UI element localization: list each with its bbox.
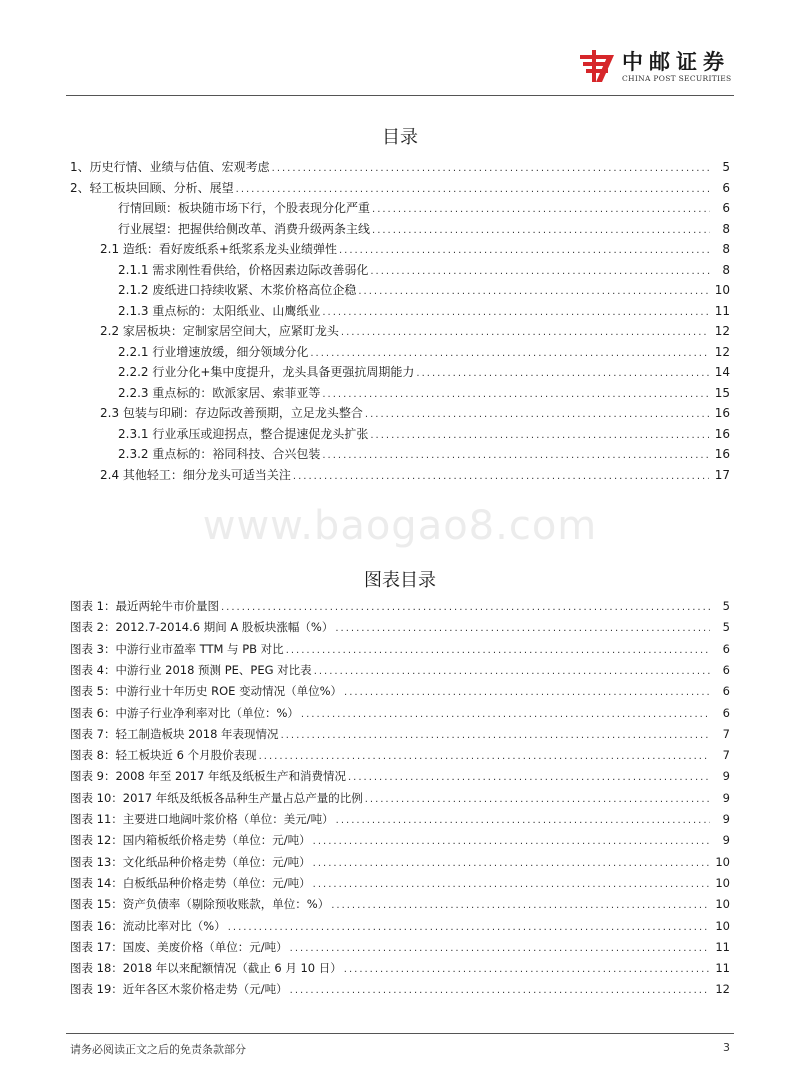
dot-leader [348,772,710,783]
toc-entry-title: 2.4 其他轻工：细分龙头可适当关注 [100,467,291,482]
dot-leader [272,163,710,174]
figure-entry-title: 图表 6：中游子行业净利率对比（单位：%） [70,705,299,720]
toc-entry-page: 12 [714,344,730,359]
toc-entry-page: 14 [714,365,730,379]
dot-leader [339,245,710,256]
figure-entry[interactable] [70,832,730,850]
figure-entry-page: 12 [715,982,730,997]
dot-leader [335,623,710,634]
figure-entry-page: 6 [722,641,730,656]
figure-entry-title: 图表 14：白板纸品种价格走势（单位：元/吨） [70,875,311,890]
dot-leader [310,348,708,359]
header-divider [66,95,734,96]
dot-leader [344,687,710,698]
dot-leader [293,471,709,482]
dot-leader [365,409,709,420]
brand-name-cn: 中邮证券 [622,49,730,74]
toc-entry-title: 2.2.3 重点标的：欧派家居、索菲亚等 [118,385,321,400]
toc-entry-title: 2.3.2 重点标的：裕同科技、合兴包装 [118,447,321,461]
figure-entry[interactable] [70,683,730,701]
figure-entry-page: 7 [722,726,730,741]
dot-leader [228,922,710,933]
toc-entry[interactable] [70,179,730,197]
toc-entry-page: 8 [722,221,730,236]
disclaimer-note: 请务必阅读正文之后的免责条款部分 [70,1043,246,1056]
toc-entry[interactable] [118,363,730,381]
figure-entry-page: 10 [715,897,730,912]
toc-entry-title: 行业展望：把握供给侧改革、消费升级两条主线 [118,221,371,236]
figure-entry-page: 10 [715,918,730,933]
toc-entry[interactable] [118,445,730,463]
figure-entry-title: 图表 12：国内箱板纸价格走势（单位：元/吨） [70,833,311,848]
figure-entry-page: 6 [722,684,730,699]
figure-entry[interactable] [70,811,730,829]
dot-leader [372,204,710,215]
toc-entry[interactable] [118,261,730,279]
figure-entry-title: 图表 2：2012.7-2014.6 期间 A 股板块涨幅（%） [70,620,334,635]
figure-entry-page: 9 [722,769,730,784]
figure-entry[interactable] [70,662,730,680]
toc-entry-page: 16 [714,447,730,461]
toc-entry-page: 16 [714,426,730,441]
figure-entry-title: 图表 11：主要进口地阔叶浆价格（单位：美元/吨） [70,812,334,826]
toc-entry[interactable] [118,281,730,299]
figure-entry-title: 图表 19：近年各区木浆价格走势（元/吨） [70,982,288,997]
dot-leader [341,327,709,338]
figure-entry-page: 9 [722,833,730,848]
dot-leader [370,266,710,277]
dot-leader [290,985,710,996]
toc-entry-page: 11 [714,303,730,318]
figure-entry-page: 6 [722,705,730,720]
dot-leader [286,645,710,656]
figure-entry-title: 图表 7：轻工制造板块 2018 年表现情况 [70,726,279,741]
toc-entry[interactable] [100,466,730,484]
figure-entry-title: 图表 1：最近两轮牛市价量图 [70,599,219,613]
figure-entry[interactable] [70,854,730,872]
toc-entry-title: 2.3 包装与印刷：存边际改善预期，立足龙头整合 [100,406,363,420]
figure-entry[interactable] [70,768,730,786]
toc-entry-title: 2.2.1 行业增速放缓，细分领域分化 [118,344,309,359]
figure-entry[interactable] [70,875,730,893]
toc-entry-page: 6 [722,201,730,215]
toc-entry[interactable] [100,404,730,422]
toc-entry-page: 8 [722,262,730,277]
figure-entry-page: 5 [722,599,730,613]
dot-leader [301,709,710,720]
toc-entry-page: 5 [722,160,730,174]
toc-entry-page: 10 [714,283,730,297]
figure-entry-title: 图表 18：2018 年以来配额情况（截止 6 月 10 日） [70,961,342,976]
figure-entry[interactable] [70,790,730,808]
toc-entry[interactable] [70,158,730,176]
dot-leader [314,666,710,677]
dot-leader [313,858,710,869]
footer-divider [66,1033,734,1034]
figure-entry-page: 11 [715,939,730,954]
toc-entry-page: 12 [714,324,730,338]
toc-title: 目录 [382,127,418,148]
figure-entry-title: 图表 9：2008 年至 2017 年纸及纸板生产和消费情况 [70,769,346,784]
figure-entry[interactable] [70,918,730,936]
toc-entry[interactable] [118,343,730,361]
figure-entry[interactable] [70,705,730,723]
figure-entry-title: 图表 13：文化纸品种价格走势（单位：元/吨） [70,854,311,869]
dot-leader [358,286,708,297]
brand-logo [578,44,738,88]
dot-leader [281,730,710,741]
toc-entry-title: 1、历史行情、业绩与估值、宏观考虑 [70,160,270,174]
toc-entry-page: 6 [722,180,730,195]
dot-leader [322,389,708,400]
toc-entry-page: 8 [722,242,730,256]
figure-entry[interactable] [70,726,730,744]
toc-entry-title: 行情回顾：板块随市场下行，个股表现分化严重 [118,201,371,215]
dot-leader [290,943,710,954]
figure-entry-page: 5 [722,620,730,635]
dot-leader [322,307,708,318]
dot-leader [313,879,710,890]
dot-leader [336,815,710,826]
figure-entry-page: 9 [722,812,730,826]
brand-name-en: CHINA POST SECURITIES [622,74,732,83]
figure-entry[interactable] [70,960,730,978]
toc-entry-title: 2.1 造纸：看好废纸系+纸浆系龙头业绩弹性 [100,242,337,256]
figure-entry[interactable] [70,896,730,914]
figure-entry[interactable] [70,747,730,765]
figure-entry[interactable] [70,939,730,957]
figure-entry-title: 图表 5：中游行业十年历史 ROE 变动情况（单位%） [70,684,343,699]
toc-entry-page: 17 [714,467,730,482]
toc-entry[interactable] [118,384,730,402]
figure-entry-title: 图表 15：资产负债率（剔除预收账款，单位：%） [70,897,330,912]
toc-entry[interactable] [100,322,730,340]
dot-leader [370,430,708,441]
dot-leader [331,900,709,911]
figure-entry-title: 图表 10：2017 年纸及纸板各品种生产量占总产量的比例 [70,790,363,805]
dot-leader [259,751,710,762]
figure-list-title: 图表目录 [364,570,436,591]
toc-entry-page: 15 [714,385,730,400]
page-number: 3 [723,1041,730,1054]
figure-entry-page: 7 [722,748,730,763]
figure-entry-page: 6 [722,662,730,677]
toc-entry[interactable] [118,302,730,320]
toc-entry-title: 2.1.1 需求刚性看供给，价格因素边际改善弱化 [118,262,369,277]
figure-entry[interactable] [70,619,730,637]
toc-entry-title: 2.3.1 行业承压或迎拐点，整合提速促龙头扩张 [118,426,369,441]
toc-entry-page: 16 [714,406,730,420]
dot-leader [221,602,710,613]
toc-entry-title: 2、轻工板块回顾、分析、展望 [70,180,234,195]
dot-leader [372,225,710,236]
figure-entry-title: 图表 4：中游行业 2018 预测 PE、PEG 对比表 [70,662,312,677]
figure-entry[interactable] [70,981,730,999]
toc-entry-title: 2.2.2 行业分化+集中度提升，龙头具备更强抗周期能力 [118,365,415,379]
toc-entry[interactable] [118,199,730,217]
dot-leader [416,368,708,379]
toc-entry[interactable] [100,240,730,258]
dot-leader [236,184,710,195]
figure-entry-title: 图表 17：国废、美废价格（单位：元/吨） [70,939,288,954]
dot-leader [322,450,708,461]
figure-entry[interactable] [70,641,730,659]
dot-leader [344,964,710,975]
figure-entry-title: 图表 16：流动比率对比（%） [70,918,226,933]
figure-entry-page: 10 [715,875,730,890]
toc-entry-title: 2.2 家居板块：定制家居空间大，应紧盯龙头 [100,324,339,338]
figure-entry-title: 图表 3：中游行业市盈率 TTM 与 PB 对比 [70,641,284,656]
toc-entry[interactable] [118,220,730,238]
china-post-logo-icon [578,48,616,84]
toc-entry-title: 2.1.2 废纸进口持续收紧、木浆价格高位企稳 [118,283,357,297]
figure-entry-page: 9 [722,790,730,805]
toc-entry-title: 2.1.3 重点标的：太阳纸业、山鹰纸业 [118,303,321,318]
toc-entry[interactable] [118,425,730,443]
dot-leader [365,794,710,805]
dot-leader [313,836,710,847]
figure-entry-page: 10 [715,854,730,869]
watermark: www.baogao8.com [202,503,598,549]
figure-entry-title: 图表 8：轻工板块近 6 个月股价表现 [70,748,257,763]
figure-entry[interactable] [70,598,730,616]
figure-entry-page: 11 [715,961,730,976]
